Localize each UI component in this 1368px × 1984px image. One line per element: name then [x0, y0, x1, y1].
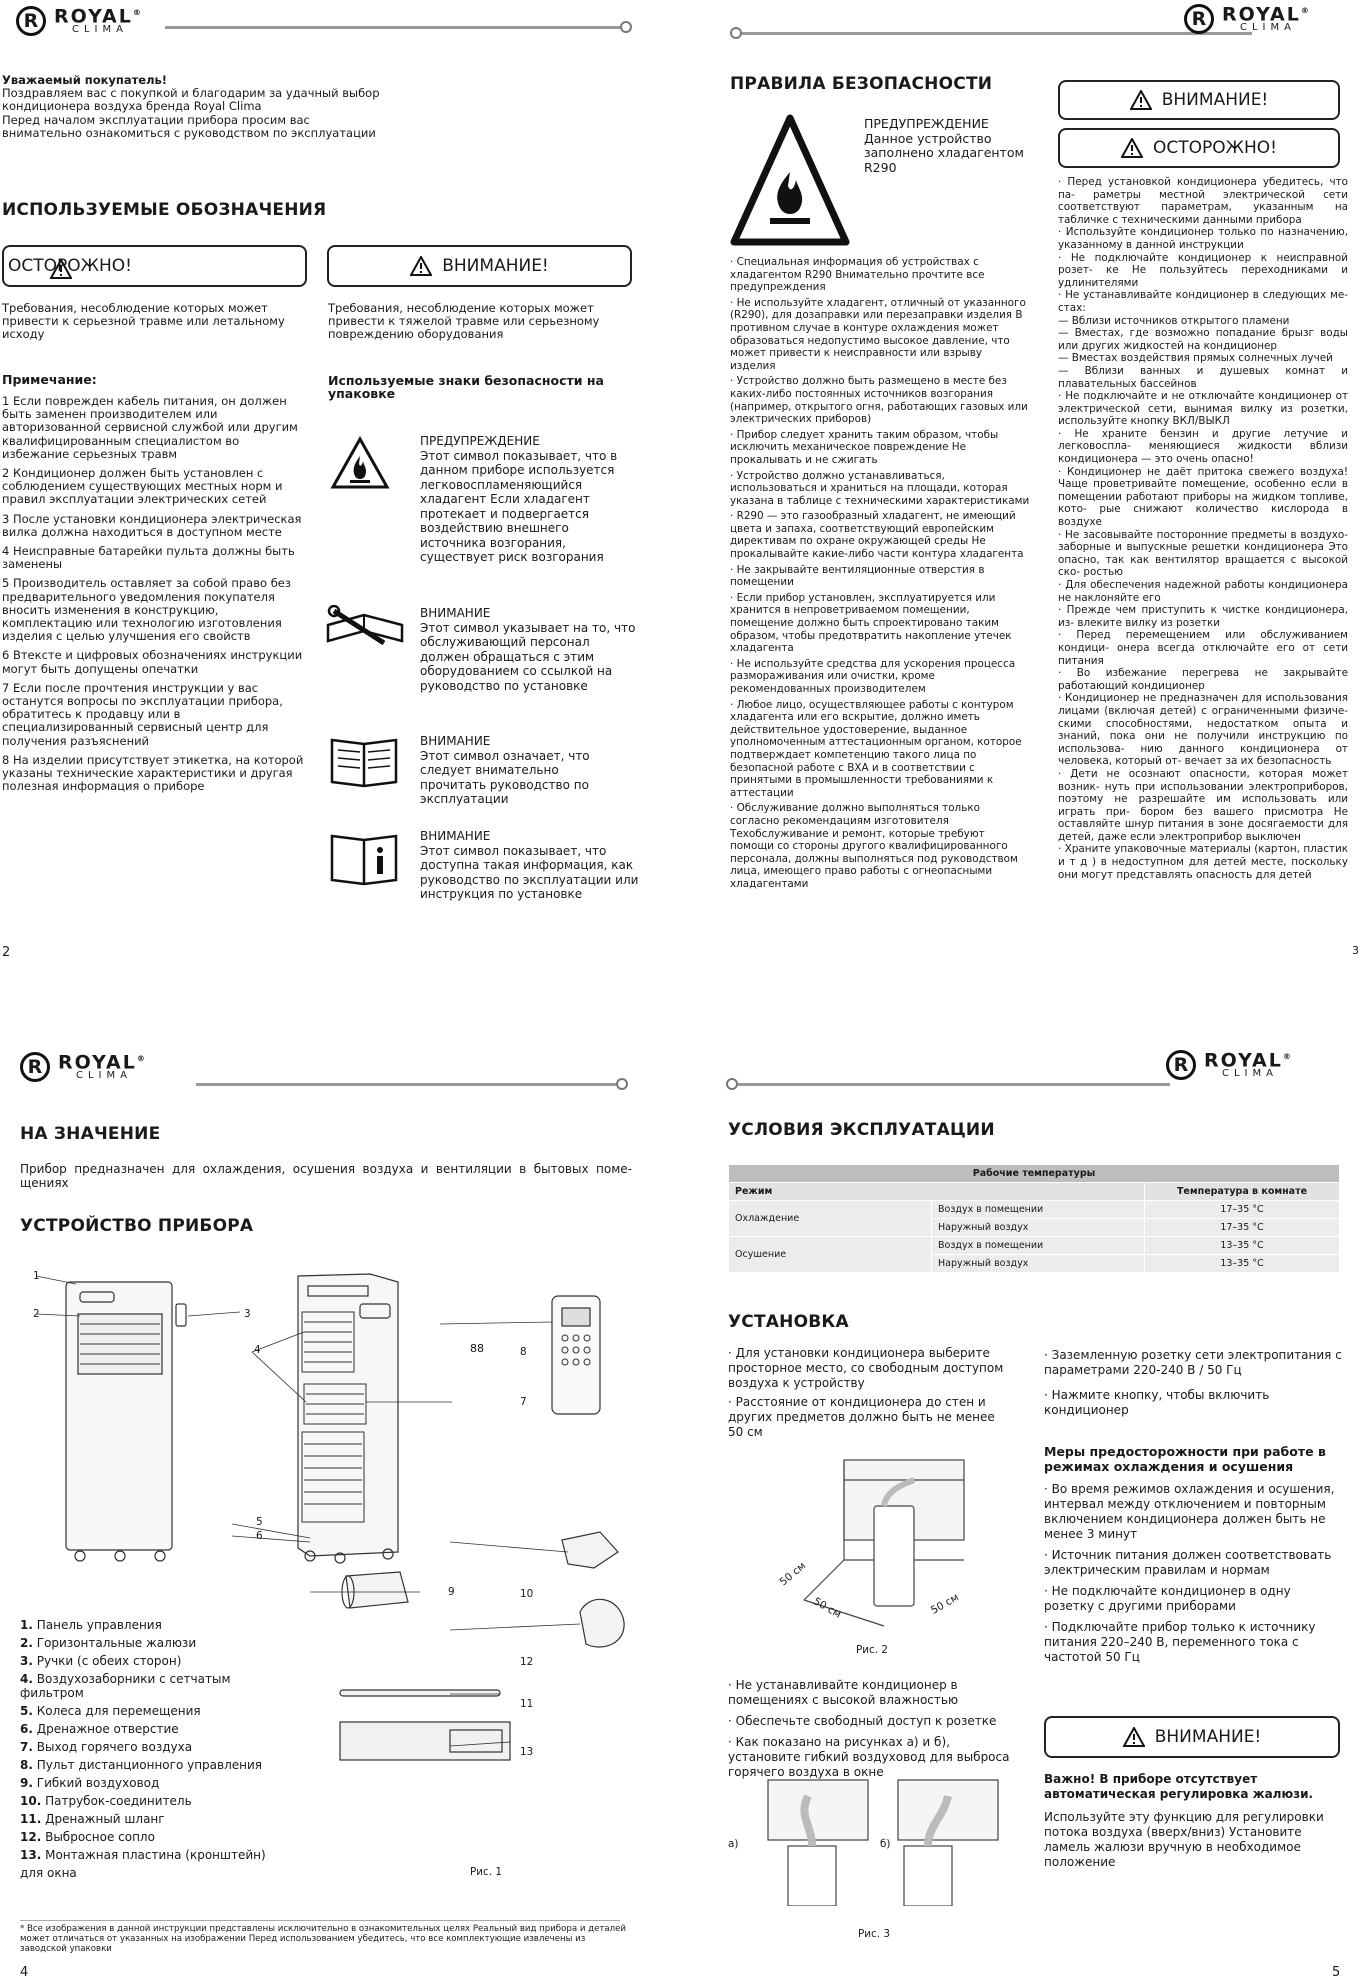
safety-item: · R290 — это газообразный хладагент, не имеющий цвета и запаха, соответствующий европейским директивам по охране окружающей среды Не прокалывайте какие-либо части контура хладагента [730, 510, 1024, 561]
header-dot [730, 27, 742, 39]
callout-number: 3 [244, 1308, 251, 1320]
parts-num: 3. [20, 1654, 33, 1668]
header-dot [620, 21, 632, 33]
table-cell-place: Воздух в помещении [932, 1201, 1145, 1219]
parts-item [20, 1616, 290, 1634]
book-icon [328, 734, 400, 788]
window-install-diagram [748, 1776, 1008, 1906]
table-cell-temp: 13–35 °С [1145, 1237, 1340, 1255]
install-title: УСТАНОВКА [728, 1312, 849, 1332]
header-line [742, 32, 1252, 35]
precaution-item: · Подключайте прибор только к источнику питания 220–240 В, переменного тока с частотой 50 Гц [1044, 1620, 1316, 1664]
safety-item: · Устройство должно быть размещено в месте без каких-либо постоянных источников возгорания (например, открытого огня, работающих газовых или электрических приборов) [730, 375, 1028, 426]
attention-box [327, 245, 632, 287]
parts-label: Монтажная пластина (кронштейн) для окна [20, 1848, 266, 1880]
safety-item: · Не используйте средства для ускорения процесса размораживания или очистки, кроме рекомендованных производителем [730, 657, 1016, 695]
table-cell-place: Наружный воздух [932, 1255, 1145, 1273]
table-cell-mode: Охлаждение [729, 1201, 932, 1237]
r290-title: ПРЕДУПРЕЖДЕНИЕ [864, 116, 989, 131]
logo-reg: ® [1300, 6, 1311, 15]
note-item: 4 Неисправные батарейки пульта должны быть заменены [2, 544, 295, 572]
parts-num: 7. [20, 1740, 33, 1754]
header-line [165, 26, 620, 29]
safety-title: ПРАВИЛА БЕЗОПАСНОСТИ [730, 74, 993, 94]
callout-number: 2 [33, 1308, 40, 1320]
table-cell-temp: 17–35 °С [1145, 1201, 1340, 1219]
note-item: 7 Если после прочтения инструкции у вас останутся вопросы по эксплуатации прибора, обратитесь к продавцу или в специализированный сервисный центр для получения разъяснений [2, 680, 283, 748]
pack-item [420, 829, 640, 902]
safety-item: · Прибор следует хранить таким образом, чтобы исключить механическое повреждение Не прокалывать и не сжигать [730, 428, 999, 466]
parts-num: 13. [20, 1848, 42, 1862]
parts-item [20, 1720, 290, 1738]
safety-item: · Не подключайте и не отключайте кондиционер от электрической сети, вынимая вилку из розетки, используйте кнопку ВКЛ/ВЫКЛ [1058, 390, 1348, 428]
note-item: 2 Кондиционер должен быть установлен с соблюдением существующих местных норм и правил эксплуатации электрических сетей [2, 466, 283, 507]
logo-circle: R [1166, 1050, 1196, 1080]
caution-label: ОСТОРОЖНО! [8, 256, 132, 276]
distance-label: 50 см [811, 1595, 844, 1621]
pack-item-title: ВНИМАНИЕ [420, 734, 491, 748]
note-item: 1 Если поврежден кабель питания, он должен быть заменен производителем или авторизованной сервисной службой или другим квалифицированным специалистом во избежание серьезных травм [2, 394, 298, 461]
safety-item: · Если прибор установлен, эксплуатируется или хранится в непроветриваемом помещении, помещение должно быть спроектировано таким образом, чтобы предотвратить накопление утечек хладагента [730, 591, 1012, 655]
warning-triangle-icon [410, 256, 432, 276]
logo-word: ROYAL [1222, 3, 1301, 26]
page-number: 3 [1352, 944, 1359, 957]
r290-text: Данное устройство заполнено хладагентом R290 [864, 130, 1024, 175]
temps-table [728, 1164, 1340, 1273]
note-item: 3 После установки кондиционера электрическая вилка должна находиться в доступном месте [2, 511, 302, 539]
logo-circle: R [20, 1052, 50, 1082]
page-number: 2 [2, 945, 11, 960]
pack-item-text: Этот символ показывает, что доступна такая информация, как руководство по эксплуатации или инструкция по установке [420, 843, 639, 901]
table-caption: Рабочие температуры [729, 1165, 1340, 1183]
service-manual-icon [324, 605, 406, 649]
parts-item [20, 1792, 290, 1810]
logo-word: ROYAL [58, 1051, 137, 1074]
brand-logo [1184, 4, 1311, 34]
parts-num: 1. [20, 1618, 33, 1632]
symbols-title: ИСПОЛЬЗУЕМЫЕ ОБОЗНАЧЕНИЯ [2, 200, 327, 220]
safety-item: · Не закрывайте вентиляционные отверстия в помещении [730, 563, 985, 589]
header-line [196, 1083, 616, 1086]
safety-item: · Специальная информация об устройствах с хладагентом R290 Внимательно прочтите все предупреждения [730, 256, 985, 294]
distance-label: 50 см [928, 1591, 961, 1617]
safety-item: · Используйте кондиционер только по назначению, указанному в данной инструкции [1058, 226, 1348, 251]
safety-item: · Не подключайте кондиционер к неисправной розет- ке Не пользуйтесь переходниками и удлинителями [1058, 251, 1348, 289]
precaution-item: · Во время режимов охлаждения и осушения, интервал между отключением и повторным включением кондиционера должен быть не менее 3 минут [1044, 1482, 1335, 1541]
table-cell-place: Наружный воздух [932, 1219, 1145, 1237]
page-4 [0, 1030, 684, 1984]
logo-reg: ® [132, 8, 143, 17]
logo-word: ROYAL [1204, 1049, 1283, 1072]
safety-item: — Вблизи ванных и душевых комнат и плавательных бассейнов [1058, 364, 1348, 390]
callout-number: 7 [520, 1396, 527, 1408]
logo-sub: CLIMA [1240, 22, 1296, 34]
caution-label: ОСТОРОЖНО! [1153, 138, 1277, 158]
safety-item: · Не используйте хладагент, отличный от указанного (R290), для дозаправки или перезаправки изделия В противном случае в контуре охлаждения может образоваться недопустимо высокое давление, что может привести к неисправности или взрыву изделия [730, 296, 1026, 372]
parts-list [20, 1616, 290, 1882]
parts-label: Дренажное отверстие [36, 1722, 179, 1736]
precaution-list [1044, 1482, 1344, 1665]
table-cell-temp: 13–35 °С [1145, 1255, 1340, 1273]
callout-number: 10 [520, 1588, 534, 1600]
note-item: 6 Втексте и цифровых обозначениях инструкции могут быть допущены опечатки [2, 648, 303, 676]
callout-number: 6 [256, 1530, 263, 1542]
callout-number: 9 [448, 1586, 455, 1598]
parts-item [20, 1634, 290, 1652]
parts-label: Колеса для перемещения [36, 1704, 201, 1718]
page-5 [684, 1030, 1368, 1984]
logo-reg: ® [136, 1054, 147, 1063]
pack-item [420, 434, 640, 565]
safety-right-list [1058, 176, 1348, 881]
flammable-icon [330, 436, 390, 490]
logo-circle: R [16, 6, 46, 36]
install-item: · Как показано на рисунках а) и б), установите гибкий воздуховод для выброса горячего воздуха в окне [728, 1735, 1010, 1779]
parts-label: Выход горячего воздуха [36, 1740, 193, 1754]
parts-item [20, 1738, 290, 1756]
parts-num: 6. [20, 1722, 33, 1736]
greeting-line: кондиционера воздуха бренда Royal Clima [2, 99, 262, 114]
safety-item: · Кондиционер не предназначен для использования лицами (включая детей) с ограниченными физиче- скими способностями, недостатком опыта и знаний, пока они не получили инструкцию по использова- нию данного кондиционера от человека, который от- вечает за их безопасность [1058, 692, 1348, 768]
parts-num: 11. [20, 1812, 42, 1826]
safety-item: · Не устанавливайте кондиционер в следующих ме- стах: [1058, 289, 1348, 314]
precaution-item: · Не подключайте кондиционер в одну розетку с другими приборами [1044, 1584, 1291, 1613]
greeting-title: Уважаемый покупатель! [2, 73, 168, 87]
logo-reg: ® [1282, 1052, 1293, 1061]
fig3-a-label: а) [728, 1838, 739, 1850]
callout-number: 13 [520, 1746, 534, 1758]
warning-triangle-icon [1130, 90, 1152, 110]
safety-item: · Для обеспечения надежной работы кондиционера не наклоняйте его [1058, 579, 1348, 604]
install-left-list [728, 1346, 1010, 1440]
device-title: УСТРОЙСТВО ПРИБОРА [20, 1216, 254, 1236]
logo-sub: CLIMA [1222, 1068, 1278, 1080]
safety-item: · Дети не осознают опасности, которая может возник- нуть при использовании электроприборов, поэтому не разрешайте им использовать или играть при- бором без вашего присмотра Не оставляйте шнур питания в зоне досягаемости для детей, даже если электроприбор выключен [1058, 767, 1348, 843]
safety-item: · Прежде чем приступить к чистке кондиционера, из- влеките вилку из розетки [1058, 604, 1348, 629]
parts-item [20, 1846, 290, 1882]
install-right-list [1044, 1348, 1344, 1418]
notes-list [2, 395, 304, 799]
page-number: 5 [1332, 1965, 1341, 1980]
parts-item [20, 1810, 290, 1828]
callout-number: 8 [520, 1346, 527, 1358]
remote-display: 88 [470, 1342, 484, 1355]
parts-label: Патрубок-соединитель [45, 1794, 192, 1808]
brand-logo [20, 1052, 147, 1082]
safety-item: · Храните упаковочные материалы (картон, пластик и т д ) в недоступном для детей месте, поскольку они могут представлять опасность для детей [1058, 843, 1348, 881]
pack-item-title: ВНИМАНИЕ [420, 606, 491, 620]
logo-circle: R [1184, 4, 1214, 34]
pack-item [420, 734, 640, 807]
page-number: 4 [20, 1965, 29, 1980]
parts-label: Горизонтальные жалюзи [36, 1636, 197, 1650]
warning-triangle-icon [1123, 1727, 1145, 1747]
table-cell-place: Воздух в помещении [932, 1237, 1145, 1255]
callout-number: 4 [254, 1344, 261, 1356]
parts-num: 8. [20, 1758, 33, 1772]
pack-item [420, 606, 640, 693]
header-dot [726, 1078, 738, 1090]
parts-item [20, 1702, 290, 1720]
parts-item [20, 1774, 290, 1792]
parts-item [20, 1828, 290, 1846]
flammable-warning-icon [730, 114, 850, 248]
purpose-title: НА ЗНАЧЕНИЕ [20, 1124, 161, 1144]
brand-logo [16, 6, 143, 36]
info-book-icon [328, 830, 400, 886]
greeting-line: Перед началом эксплуатации прибора просим вас [2, 112, 310, 127]
footnote-divider [20, 1920, 620, 1921]
warning-triangle-icon [1121, 138, 1143, 158]
caution-box [2, 245, 307, 287]
attention-text: Используйте эту функцию для регулировки потока воздуха (вверх/вниз) Установите ламель жалюзи вручную в необходимое положение [1044, 1810, 1324, 1869]
parts-num: 4. [20, 1672, 33, 1686]
install-item: · Не устанавливайте кондиционер в помещениях с высокой влажностью [728, 1678, 959, 1707]
parts-num: 10. [20, 1794, 42, 1808]
parts-label: Выбросное сопло [45, 1830, 155, 1844]
safety-left-list [730, 256, 1030, 894]
parts-label: Пульт дистанционного управления [36, 1758, 263, 1772]
install-item: · Для установки кондиционера выберите просторное место, со свободным доступом воздуха к устройству [728, 1346, 1004, 1390]
parts-item [20, 1756, 290, 1774]
parts-label: Дренажный шланг [45, 1812, 165, 1826]
pack-item-title: ПРЕДУПРЕЖДЕНИЕ [420, 434, 540, 448]
pack-item-text: Этот символ указывает на то, что обслуживающий персонал должен обращаться с этим оборудованием со ссылкой на руководство по установке [420, 620, 636, 693]
parts-num: 2. [20, 1636, 33, 1650]
page-2 [0, 0, 684, 992]
logo-sub: CLIMA [72, 24, 128, 36]
install-item: · Расстояние от кондиционера до стен и других предметов должно быть не менее 50 см [728, 1395, 995, 1439]
safety-item: — Вместах, где возможно попадание брызг воды или других жидкостей на кондиционер [1058, 327, 1348, 352]
pack-item-text: Этот символ означает, что следует внимательно прочитать руководство по эксплуатации [420, 748, 590, 806]
fig-label: Рис. 2 [856, 1644, 888, 1656]
caution-box [1058, 128, 1340, 168]
precaution-title: Меры предосторожности при работе в режимах охлаждения и осушения [1044, 1444, 1326, 1474]
install-left-list-2 [728, 1678, 1010, 1780]
fig3-b-label: б) [880, 1838, 891, 1850]
pack-item-text: Этот символ показывает, что в данном приборе используется легковоспламеняющийся хладагент Если хладагент протекает и подвергается воздействию внешнего источника возгорания, существует риск возгорания [420, 448, 618, 564]
logo-sub: CLIMA [76, 1070, 132, 1082]
caution-text: Требования, несоблюдение которых может привести к серьезной травме или летальному исходу [2, 301, 285, 342]
callout-number: 11 [520, 1698, 534, 1710]
fig-label: Рис. 1 [470, 1866, 502, 1878]
table-header-temp: Температура в комнате [1145, 1183, 1340, 1201]
safety-item: · Перед перемещением или обслуживанием кондици- онера всегда отключайте его от сети питания [1058, 629, 1348, 667]
precaution-item: · Источник питания должен соответствовать электрическим правилам и нормам [1044, 1548, 1332, 1577]
fig-label: Рис. 3 [858, 1928, 890, 1940]
callout-number: 12 [520, 1656, 534, 1668]
parts-label: Гибкий воздуховод [36, 1776, 160, 1790]
attention-text: Требования, несоблюдение которых может привести к тяжелой травме или серьезному повреждению оборудования [328, 301, 600, 342]
attention-box [1044, 1716, 1340, 1758]
purpose-text: Прибор предназначен для охлаждения, осушения воздуха и вентиляции в бытовых поме- щениях [20, 1162, 632, 1190]
footnote: * Все изображения в данной инструкции представлены исключительно в ознакомительных целях Реальный вид прибора и деталей может отличаться от указанных на изображении Перед использованием убедитесь, что все комплектующие извлечены из заводской упаковки [20, 1924, 627, 1954]
table-cell-temp: 17–35 °С [1145, 1219, 1340, 1237]
logo-word: ROYAL [54, 5, 133, 28]
note-title: Примечание: [2, 372, 97, 387]
parts-num: 5. [20, 1704, 33, 1718]
attention-label: ВНИМАНИЕ! [1161, 90, 1269, 110]
safety-item: · Кондиционер не даёт притока свежего воздуха! Чаще проветривайте помещение, особенно если в помещении работают приборы на жидком топливе, кото- рые снижают количество кислорода в воздухе [1058, 465, 1348, 529]
safety-item: · Во избежание перегрева не закрывайте работающий кондиционер [1058, 667, 1348, 692]
install-item: · Нажмите кнопку, чтобы включить кондиционер [1044, 1388, 1270, 1417]
safety-item: · Обслуживание должно выполняться только согласно рекомендациям изготовителя Техобслуживание и ремонт, которые требуют помощи со стороны другого квалифицированного персонала, должны выполняться под руководством лица, имеющего право работы с огнеопасными хладагентами [730, 802, 1018, 890]
safety-item: · Любое лицо, осуществляющее работы с контуром хладагента или его вскрытие, должно иметь действительное удостоверение, выданное уполномоченным аттестационным органом, которое подтверждает компетенцию такого лица по безопасной работе с ВХА и в соответствии с принятыми в промышленности требованиями к аттестации [730, 698, 1022, 799]
parts-item [20, 1652, 290, 1670]
table-header-mode: Режим [729, 1183, 1145, 1201]
attention-label: ВНИМАНИЕ! [1154, 1727, 1262, 1747]
safety-item: · Устройство должно устанавливаться, использоваться и храниться на площади, которая указана в таблице с техническими характеристиками [730, 469, 1030, 507]
install-item: · Обеспечьте свободный доступ к розетке [728, 1714, 997, 1728]
table-cell-mode: Осушение [729, 1237, 932, 1273]
parts-label: Ручки (с обеих сторон) [36, 1654, 182, 1668]
callout-number: 5 [256, 1516, 263, 1528]
safety-item: · Не засовывайте посторонние предметы в воздухо- заборные и выпускные решетки кондиционера Это опасно, так как вентилятор вращается с высокой ско- ростью [1058, 528, 1348, 579]
attention-bold: Важно! В приборе отсутствует автоматическая регулировка жалюзи. [1044, 1772, 1314, 1801]
header-dot [616, 1078, 628, 1090]
parts-num: 12. [20, 1830, 42, 1844]
note-item: 5 Производитель оставляет за собой право без предварительного уведомления покупателя вносить изменения в конструкцию, комплектацию или технологию изготовления изделия с целью улучшения его свойств [2, 576, 291, 644]
header-line [738, 1083, 1170, 1086]
install-item: · Заземленную розетку сети электропитания с параметрами 220-240 В / 50 Гц [1044, 1348, 1342, 1377]
parts-num: 9. [20, 1776, 33, 1790]
safety-item: — Вместах воздействия прямых солнечных лучей [1058, 352, 1333, 365]
pack-title: Используемые знаки безопасности на упаковке [328, 373, 604, 402]
attention-label: ВНИМАНИЕ! [442, 256, 549, 276]
note-item: 8 На изделии присутствует этикетка, на которой указаны технические характеристики и другая полезная информация о приборе [2, 752, 304, 794]
r290-warning [864, 117, 1034, 175]
greeting-line: внимательно ознакомиться с руководством по эксплуатации [2, 125, 376, 140]
cond-title: УСЛОВИЯ ЭКСПЛУАТАЦИИ [728, 1120, 995, 1140]
greeting [2, 74, 442, 140]
safety-item: — Вблизи источников открытого пламени [1058, 314, 1290, 327]
parts-label: Панель управления [36, 1618, 162, 1632]
parts-item [20, 1670, 290, 1702]
safety-item: · Не храните бензин и другие летучие и легковоспла- меняющиеся жидкости вблизи кондиционера — это очень опасно! [1058, 427, 1348, 466]
safety-item: · Перед установкой кондиционера убедитесь, что па- раметры местной электрической сети соответствуют параметрам, указанным на табличке с техническими данными прибора [1058, 176, 1348, 226]
install-distance-diagram [774, 1450, 994, 1630]
distance-label: 50 см [777, 1559, 809, 1589]
attention-box [1058, 80, 1340, 120]
brand-logo [1166, 1050, 1293, 1080]
parts-label: Воздухозаборники с сетчатым фильтром [20, 1672, 231, 1700]
greeting-line: Поздравляем вас с покупкой и благодарим за удачный выбор [2, 86, 380, 101]
page-3 [684, 0, 1368, 992]
pack-item-title: ВНИМАНИЕ [420, 829, 491, 843]
callout-number: 1 [33, 1270, 40, 1282]
